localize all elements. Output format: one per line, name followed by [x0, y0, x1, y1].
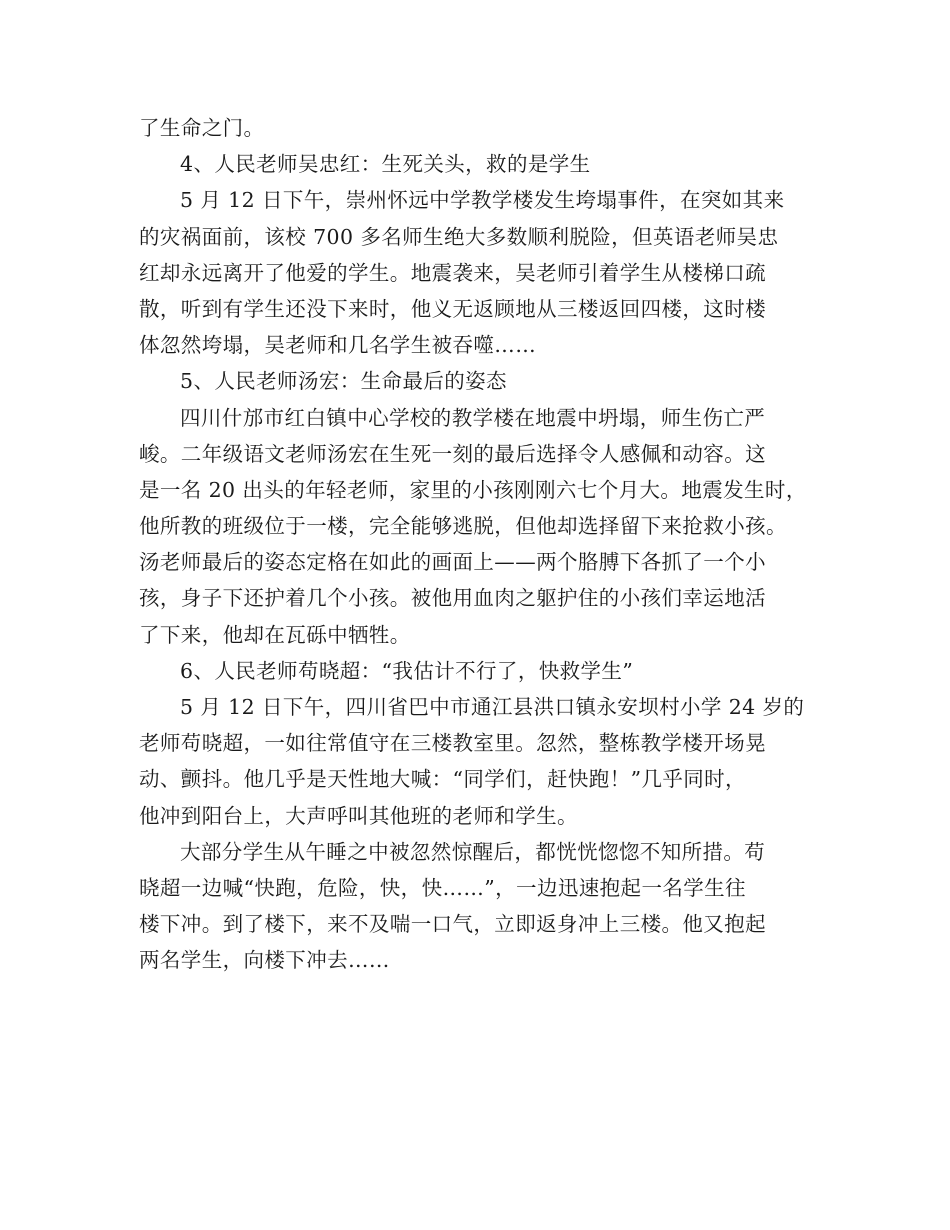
text-line: 散，听到有学生还没下来时，他义无返顾地从三楼返回四楼，这时楼	[139, 296, 766, 321]
text-line: 的灾祸面前，该校 700 多名师生绝大多数顺利脱险，但英语老师吴忠	[139, 224, 779, 249]
text-line: 汤老师最后的姿态定格在如此的画面上——两个胳膊下各抓了一个小	[139, 550, 766, 575]
text-line: 5 月 12 日下午，四川省巴中市通江县洪口镇永安坝村小学 24 岁的	[180, 695, 805, 719]
text-line: 大部分学生从午睡之中被忽然惊醒后，都恍恍惚惚不知所措。苟	[180, 839, 766, 864]
text-line: 楼下冲。到了楼下，来不及喘一口气，立即返身冲上三楼。他又抱起	[139, 912, 766, 937]
text-line: 两名学生，向楼下冲去……	[139, 948, 390, 973]
text-line: 晓超一边喊“快跑，危险，快，快……”，一边迅速抱起一名学生往	[139, 875, 746, 900]
text-line: 是一名 20 出头的年轻老师，家里的小孩刚刚六七个月大。地震发生时，	[139, 477, 807, 502]
section-heading: 4、人民老师吴忠红：生死关头，救的是学生	[180, 152, 591, 177]
text-line: 红却永远离开了他爱的学生。地震袭来，吴老师引着学生从楼梯口疏	[139, 260, 766, 285]
text-line: 峻。二年级语文老师汤宏在生死一刻的最后选择令人感佩和动容。这	[139, 441, 766, 466]
text-line: 他所教的班级位于一楼，完全能够逃脱，但他却选择留下来抢救小孩。	[139, 514, 787, 539]
document-body	[139, 110, 819, 979]
text-line: 了生命之门。	[139, 116, 265, 140]
text-line: 孩，身子下还护着几个小孩。被他用血肉之躯护住的小孩们幸运地活	[139, 586, 766, 611]
text-line: 5 月 12 日下午，崇州怀远中学教学楼发生垮塌事件，在突如其来	[180, 188, 785, 213]
text-line: 老师苟晓超，一如往常值守在三楼教室里。忽然，整栋教学楼开场晃	[139, 731, 766, 756]
text-line: 他冲到阳台上，大声呼叫其他班的老师和学生。	[139, 803, 578, 828]
text-line: 动、颤抖。他几乎是天性地大喊：“同学们，赶快跑！”几乎同时，	[139, 767, 746, 792]
text-line: 四川什邡市红白镇中心学校的教学楼在地震中坍塌，师生伤亡严	[180, 405, 766, 430]
section-heading: 6、人民老师苟晓超：“我估计不行了，快救学生”	[180, 658, 634, 683]
text-line: 体忽然垮塌，吴老师和几名学生被吞噬……	[139, 333, 537, 358]
section-heading: 5、人民老师汤宏：生命最后的姿态	[180, 369, 507, 394]
text-line: 了下来，他却在瓦砾中牺牲。	[139, 622, 411, 647]
